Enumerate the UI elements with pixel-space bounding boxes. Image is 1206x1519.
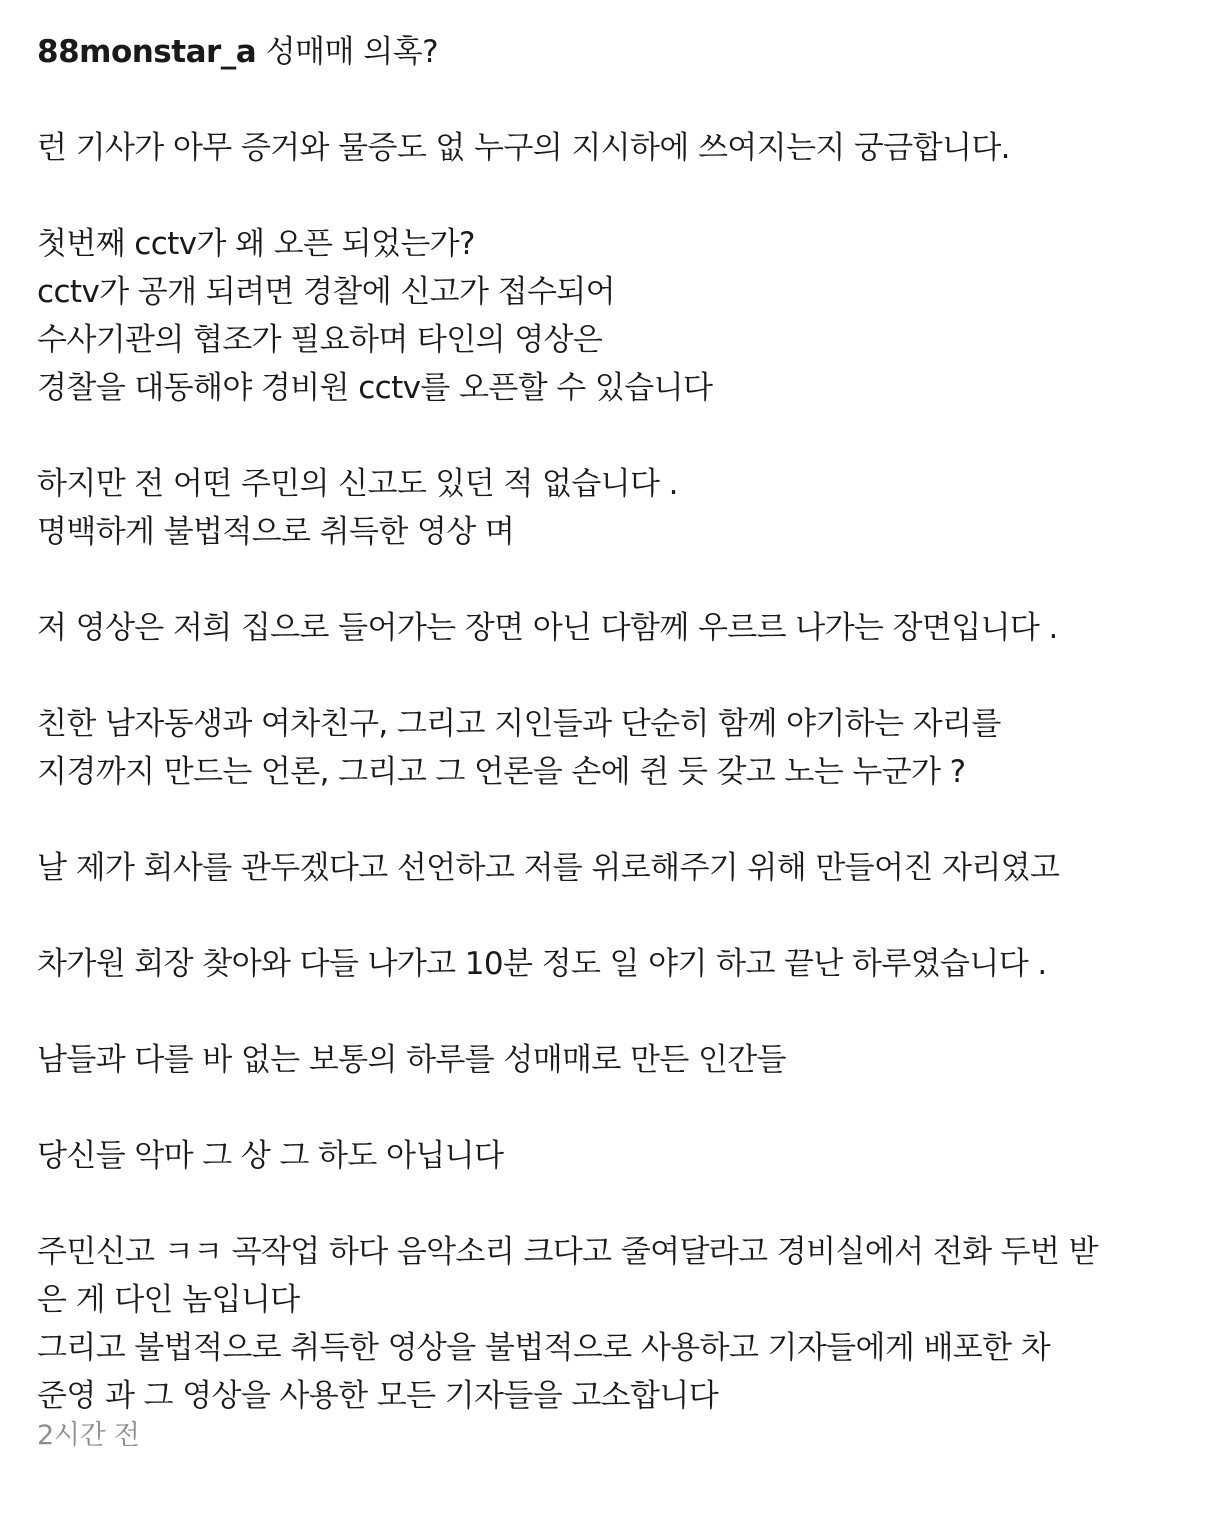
paragraph-9 bbox=[37, 1132, 1177, 1180]
paragraph-5 bbox=[37, 700, 1177, 796]
caption-line: 친한 남자동생과 여차친구, 그리고 지인들과 단순히 함께 야기하는 자리를 bbox=[37, 706, 1001, 742]
caption-line: 남들과 다를 바 없는 보통의 하루를 성매매로 만든 인간들 bbox=[37, 1042, 786, 1078]
caption-line: 첫번째 cctv가 왜 오픈 되었는가? bbox=[37, 226, 475, 262]
caption-line: 저 영상은 저희 집으로 들어가는 장면 아닌 다함께 우르르 나가는 장면입니다 . bbox=[37, 610, 1058, 646]
paragraph-7 bbox=[37, 940, 1177, 988]
caption-line: cctv가 공개 되려면 경찰에 신고가 접수되어 bbox=[37, 274, 615, 310]
paragraph-6 bbox=[37, 844, 1177, 892]
caption-line: 하지만 전 어떤 주민의 신고도 있던 적 없습니다 . bbox=[37, 466, 678, 502]
post-caption bbox=[37, 28, 1177, 1420]
caption-title: 성매매 의혹? bbox=[265, 34, 439, 70]
caption-line: 그리고 불법적으로 취득한 영상을 불법적으로 사용하고 기자들에게 배포한 차 bbox=[37, 1330, 1051, 1366]
caption-header bbox=[37, 28, 1177, 76]
caption-line: 명백하게 불법적으로 취득한 영상 며 bbox=[37, 514, 515, 550]
caption-line: 경찰을 대동해야 경비원 cctv를 오픈할 수 있습니다 bbox=[37, 370, 713, 406]
caption-line: 지경까지 만드는 언론, 그리고 그 언론을 손에 쥔 듯 갖고 노는 누군가 ? bbox=[37, 754, 966, 790]
caption-line: 날 제가 회사를 관두겠다고 선언하고 저를 위로해주기 위해 만들어진 자리였고 bbox=[37, 850, 1060, 886]
paragraph-3 bbox=[37, 460, 1177, 556]
paragraph-2 bbox=[37, 220, 1177, 412]
caption-line: 은 게 다인 놈입니다 bbox=[37, 1282, 300, 1318]
paragraph-4 bbox=[37, 604, 1177, 652]
caption-line: 차가원 회장 찾아와 다들 나가고 10분 정도 일 야기 하고 끝난 하루였습니다 . bbox=[37, 946, 1047, 982]
paragraph-1 bbox=[37, 124, 1177, 172]
caption-line: 수사기관의 협조가 필요하며 타인의 영상은 bbox=[37, 322, 603, 358]
caption-line: 준영 과 그 영상을 사용한 모든 기자들을 고소합니다 bbox=[37, 1378, 719, 1414]
paragraph-8 bbox=[37, 1036, 1177, 1084]
paragraph-10 bbox=[37, 1228, 1177, 1420]
caption-line: 당신들 악마 그 상 그 하도 아닙니다 bbox=[37, 1138, 504, 1174]
post-timestamp[interactable]: 2시간 전 bbox=[37, 1420, 140, 1451]
caption-line: 주민신고 ㅋㅋ 곡작업 하다 음악소리 크다고 줄여달라고 경비실에서 전화 두번 받 bbox=[37, 1234, 1098, 1270]
caption-line: 런 기사가 아무 증거와 물증도 없 누구의 지시하에 쓰여지는지 궁금합니다. bbox=[37, 130, 1010, 166]
username-link[interactable]: 88monstar_a bbox=[37, 34, 257, 70]
